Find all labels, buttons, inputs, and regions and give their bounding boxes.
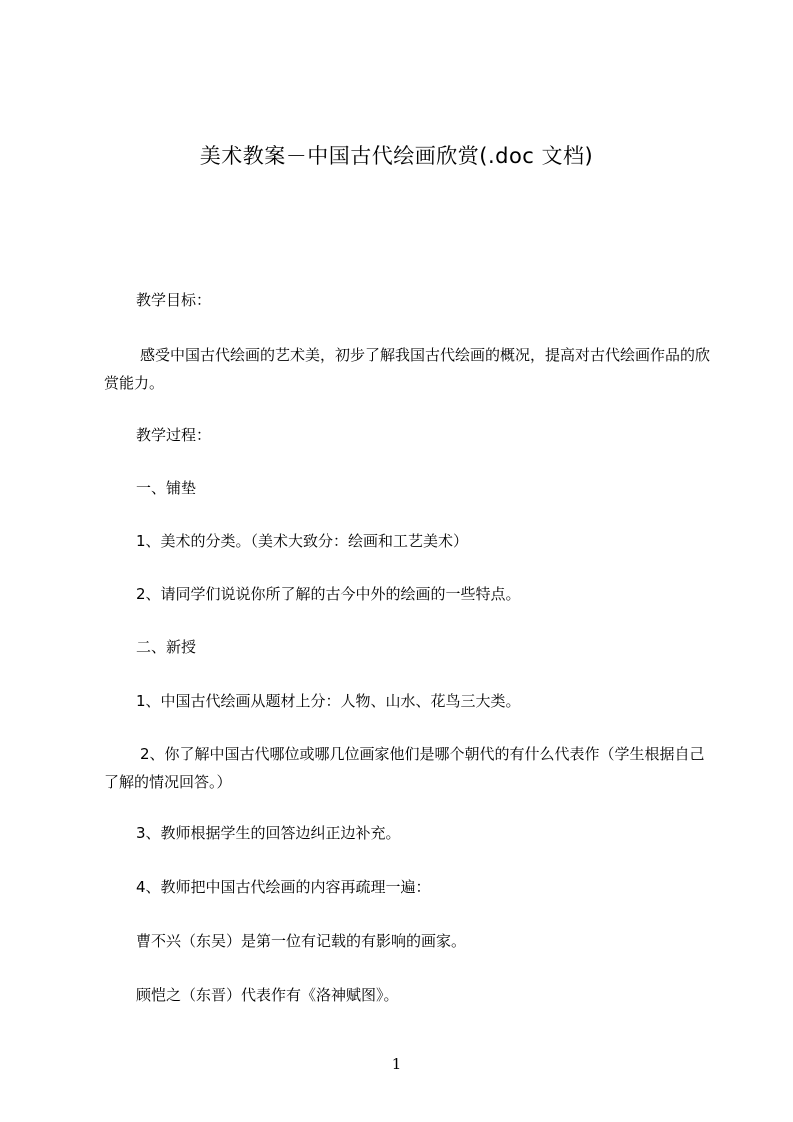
paragraph-teaching-goal-text: 感受中国古代绘画的艺术美，初步了解我国古代绘画的概况，提高对古代绘画作品的欣赏能力。 [104, 346, 711, 392]
paragraph-item-2-ancient-painters: 2、你了解中国古代哪位或哪几位画家他们是哪个朝代的有什么代表作（学生根据自己了解的情况回答。） [104, 745, 705, 791]
page-number: 1 [391, 1055, 402, 1073]
paragraph-section-one-heading: 一、铺垫 [136, 479, 197, 497]
document-title: 美术教案－中国古代绘画欣赏(.doc 文档) [199, 144, 594, 168]
paragraph-gu-kaizhi: 顾恺之（东晋）代表作有《洛神赋图》。 [136, 986, 399, 1004]
paragraph-item-2-painting-features: 2、请同学们说说你所了解的古今中外的绘画的一些特点。 [136, 585, 521, 603]
paragraph-item-1-painting-subjects: 1、中国古代绘画从题材上分：人物、山水、花鸟三大类。 [136, 692, 521, 710]
paragraph-item-1-art-categories: 1、美术的分类。（美术大致分：绘画和工艺美术） [136, 532, 469, 550]
paragraph-section-two-heading: 二、新授 [136, 638, 197, 656]
paragraph-item-3-teacher-supplement: 3、教师根据学生的回答边纠正边补充。 [136, 824, 401, 842]
paragraph-item-4-teacher-review: 4、教师把中国古代绘画的内容再疏理一遍： [136, 878, 431, 896]
paragraph-teaching-process-heading: 教学过程： [136, 426, 212, 444]
paragraph-teaching-goal-heading: 教学目标： [136, 291, 212, 309]
paragraph-cao-buxing: 曹不兴（东吴）是第一位有记载的有影响的画家。 [136, 932, 467, 950]
